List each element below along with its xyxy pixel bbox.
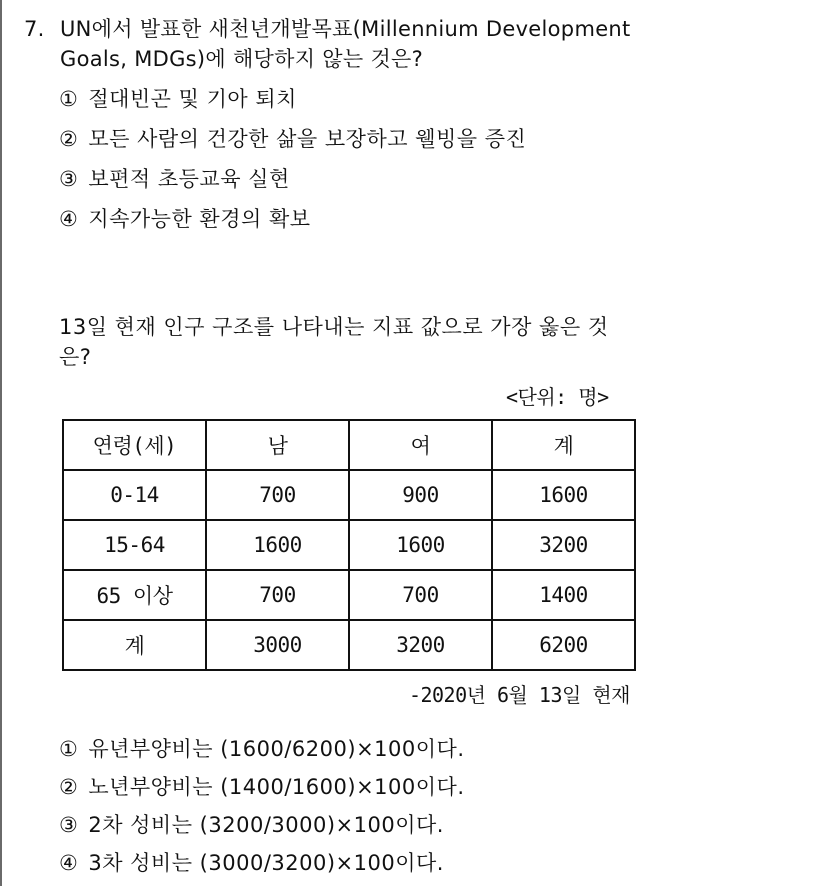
choice-mark: ② xyxy=(59,127,79,151)
choice-mark: ② xyxy=(59,775,79,799)
table-cell: 3200 xyxy=(349,620,492,670)
table-cell: 3200 xyxy=(492,520,635,570)
question-8-stem xyxy=(59,312,779,372)
question-text-line2: Goals, MDGs)에 해당하지 않는 것은? xyxy=(60,47,424,71)
choice-text: 2차 성비는 (3200/3000)×100이다. xyxy=(88,813,444,837)
table-cell: 1400 xyxy=(492,570,635,620)
choice-text: 3차 성비는 (3000/3200)×100이다. xyxy=(88,851,444,875)
question-text-line1: UN에서 발표한 새천년개발목표(Millennium Development xyxy=(60,17,631,41)
source-note: -2020년 6월 13일 현재 xyxy=(408,683,630,707)
table-cell: 계 xyxy=(63,620,206,670)
header-age: 연령(세) xyxy=(63,420,206,470)
q7-choice-1[interactable] xyxy=(59,84,297,114)
q8-choice-4[interactable] xyxy=(59,848,444,878)
q7-choice-4[interactable] xyxy=(59,204,311,234)
table-cell: 700 xyxy=(349,570,492,620)
table-cell: 1600 xyxy=(206,520,349,570)
table-cell: 900 xyxy=(349,470,492,520)
choice-mark: ③ xyxy=(59,813,79,837)
choice-text: 보편적 초등교육 실현 xyxy=(88,167,290,191)
question-text-line1: 13일 현재 인구 구조를 나타내는 지표 값으로 가장 옳은 것 xyxy=(59,315,609,339)
population-table xyxy=(62,419,636,671)
q8-choice-2[interactable] xyxy=(59,772,465,802)
question-number: 7. xyxy=(24,17,45,41)
choice-mark: ④ xyxy=(59,851,79,875)
choice-mark: ③ xyxy=(59,167,79,191)
table-cell: 700 xyxy=(206,470,349,520)
choice-text: 모든 사람의 건강한 삶을 보장하고 웰빙을 증진 xyxy=(88,127,527,151)
unit-label: <단위: 명> xyxy=(506,385,609,409)
q7-choice-3[interactable] xyxy=(59,164,290,194)
table-cell: 15-64 xyxy=(63,520,206,570)
q8-choice-3[interactable] xyxy=(59,810,444,840)
table-cell: 700 xyxy=(206,570,349,620)
table-header-row xyxy=(63,420,635,470)
choice-mark: ① xyxy=(59,87,79,111)
question-text-line2: 은? xyxy=(59,345,92,369)
table-row xyxy=(63,570,635,620)
choice-mark: ④ xyxy=(59,207,79,231)
table-cell: 3000 xyxy=(206,620,349,670)
choice-mark: ① xyxy=(59,737,79,761)
table-cell: 0-14 xyxy=(63,470,206,520)
table-row xyxy=(63,470,635,520)
table-cell: 6200 xyxy=(492,620,635,670)
question-7-stem xyxy=(24,14,784,74)
choice-text: 지속가능한 환경의 확보 xyxy=(88,207,311,231)
q7-choice-2[interactable] xyxy=(59,124,526,154)
table-cell: 1600 xyxy=(492,470,635,520)
table-row xyxy=(63,620,635,670)
choice-text: 노년부양비는 (1400/1600)×100이다. xyxy=(88,775,465,799)
header-total: 계 xyxy=(492,420,635,470)
table-cell: 65 이상 xyxy=(63,570,206,620)
choice-text: 절대빈곤 및 기아 퇴치 xyxy=(88,87,297,111)
choice-text: 유년부양비는 (1600/6200)×100이다. xyxy=(88,737,465,761)
header-female: 여 xyxy=(349,420,492,470)
header-male: 남 xyxy=(206,420,349,470)
table-row xyxy=(63,520,635,570)
table-cell: 1600 xyxy=(349,520,492,570)
q8-choice-1[interactable] xyxy=(59,734,465,764)
